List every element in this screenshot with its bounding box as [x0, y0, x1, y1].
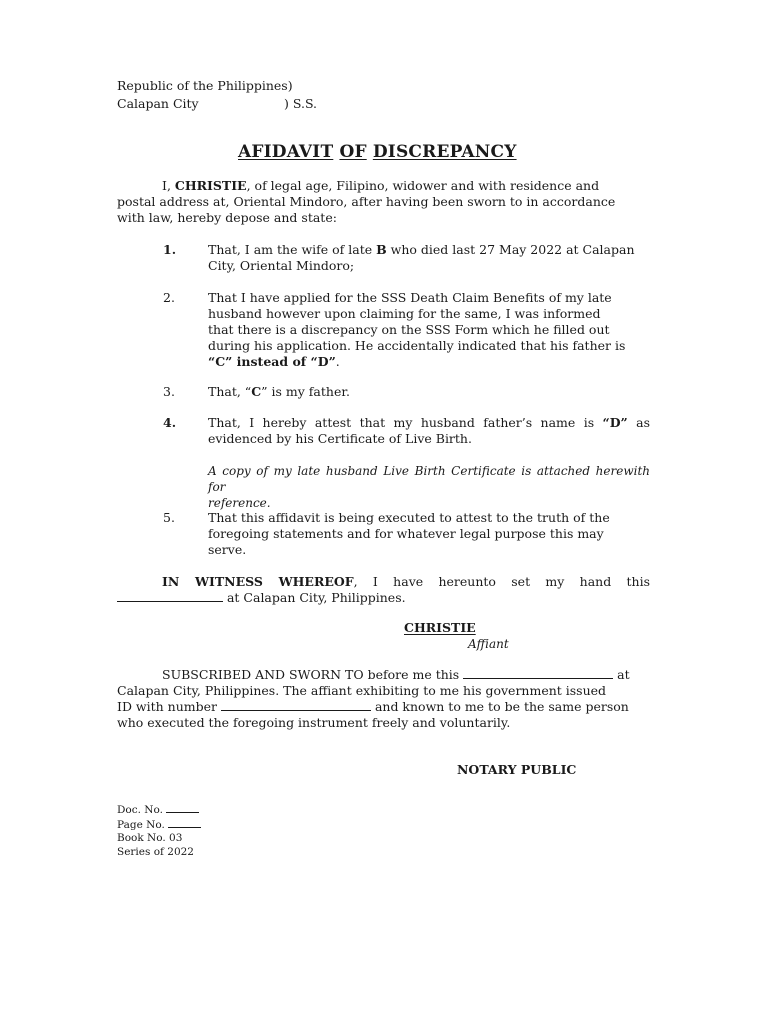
- jurat-line-1: [162, 667, 630, 683]
- intro-line-2: postal address at, Oriental Mindoro, after having been sworn to in accordance: [117, 194, 616, 209]
- item-2-bold: “C” instead of “D”: [208, 354, 336, 369]
- item-4-note-line-1: A copy of my late husband Live Birth Certificate is attached herewith for: [208, 464, 650, 494]
- item-2-line-3: that there is a discrepancy on the SSS Form which he filled out: [208, 322, 610, 337]
- intro-line-1: [162, 178, 650, 194]
- item-4-text: [208, 415, 650, 447]
- item-2-line-2: husband however upon claiming for the same, I was informed: [208, 306, 601, 321]
- item-4-line-1: [208, 415, 650, 431]
- header-city: Calapan City: [117, 96, 199, 111]
- item-2-number: 2.: [163, 290, 175, 305]
- item-5-line-2: foregoing statements and for whatever legal purpose this may: [208, 526, 604, 541]
- title-word-of: OF: [339, 142, 367, 162]
- doc-no-label: Doc. No.: [117, 804, 167, 816]
- notary-public-label: NOTARY PUBLIC: [457, 762, 577, 777]
- item-5-line-3: serve.: [208, 542, 247, 557]
- item-2-text: [208, 290, 650, 370]
- date-blank: [117, 590, 223, 602]
- item-4-line-2: evidenced by his Certificate of Live Birth.: [208, 431, 472, 446]
- item-5-number: 5.: [163, 510, 175, 525]
- item-4-a: That, I hereby attest that my husband father’s name is: [208, 415, 603, 430]
- item-5-text: [208, 510, 650, 558]
- intro-line1-rest: , of legal age, Filipino, widower and with residence and: [246, 178, 600, 193]
- affiant-signature-name: CHRISTIE: [404, 620, 476, 635]
- intro-line-3: with law, hereby depose and state:: [117, 210, 337, 225]
- item-1-b: B: [376, 242, 387, 257]
- jurat-line1-a: SUBSCRIBED AND SWORN TO before me this: [162, 667, 464, 682]
- item-5-line-1: That this affidavit is being executed to attest to the truth of the: [208, 510, 610, 525]
- item-1-line-2: City, Oriental Mindoro;: [208, 258, 355, 273]
- item-2-line-5: [208, 354, 650, 370]
- jurat-line-4: who executed the foregoing instrument freely and voluntarily.: [117, 715, 511, 730]
- affiant-name-inline: CHRISTIE: [174, 178, 247, 193]
- item-3-text: [208, 384, 650, 400]
- item-4-c: as: [627, 415, 650, 430]
- item-3-a: That, “: [208, 384, 252, 399]
- jurat-date-blank: [463, 667, 613, 679]
- jurat-line3-a: ID with number: [117, 699, 221, 714]
- item-1-line-1: [208, 242, 650, 258]
- witness-line-1: [162, 574, 650, 590]
- id-number-blank: [221, 699, 371, 711]
- book-no: Book No. 03: [117, 832, 183, 844]
- series: Series of 2022: [117, 845, 194, 858]
- jurat-line-2: Calapan City, Philippines. The affiant exhibiting to me his government issued: [117, 683, 607, 698]
- jurat-line1-b: at: [613, 667, 630, 682]
- item-4-b: “D”: [602, 415, 628, 430]
- intro-prefix: I,: [162, 178, 175, 193]
- doc-no: [117, 803, 201, 818]
- page-no: [117, 818, 201, 833]
- registry-block: [117, 803, 201, 859]
- item-1-text: [208, 242, 650, 274]
- item-2-end: .: [335, 354, 340, 369]
- item-4-number: 4.: [163, 415, 177, 430]
- item-2-line-4: during his application. He accidentally indicated that his father is: [208, 338, 626, 353]
- item-3-c: ” is my father.: [261, 384, 350, 399]
- page-no-label: Page No.: [117, 818, 169, 831]
- item-1-number: 1.: [163, 242, 177, 257]
- item-4-note: [208, 463, 650, 511]
- item-3-number: 3.: [163, 384, 175, 399]
- title-word-afidavit: AFIDAVIT: [238, 142, 334, 162]
- item-1-a: That, I am the wife of late: [208, 242, 377, 257]
- witness-line-2: [117, 590, 406, 606]
- header-republic: Republic of the Philippines): [117, 78, 293, 93]
- affiant-label: Affiant: [468, 637, 509, 651]
- witness-heading: IN WITNESS WHEREOF: [162, 574, 354, 589]
- item-4-note-line-2: reference.: [208, 496, 271, 510]
- jurat-line-3: [117, 699, 629, 715]
- item-2-line-1: That I have applied for the SSS Death Claim Benefits of my late: [208, 290, 612, 305]
- jurat-line3-b: and known to me to be the same person: [370, 699, 629, 714]
- witness-rest: , I have hereunto set my hand this: [353, 574, 650, 589]
- witness-line2-rest: at Calapan City, Philippines.: [223, 590, 406, 605]
- item-3-b: C: [251, 384, 262, 399]
- title-word-discrepancy: DISCREPANCY: [372, 142, 517, 162]
- page-no-blank: [168, 818, 201, 828]
- page-title: [238, 142, 517, 162]
- item-1-c: who died last 27 May 2022 at Calapan: [386, 242, 635, 257]
- doc-no-blank: [166, 803, 199, 813]
- header-ss: ) S.S.: [284, 96, 318, 111]
